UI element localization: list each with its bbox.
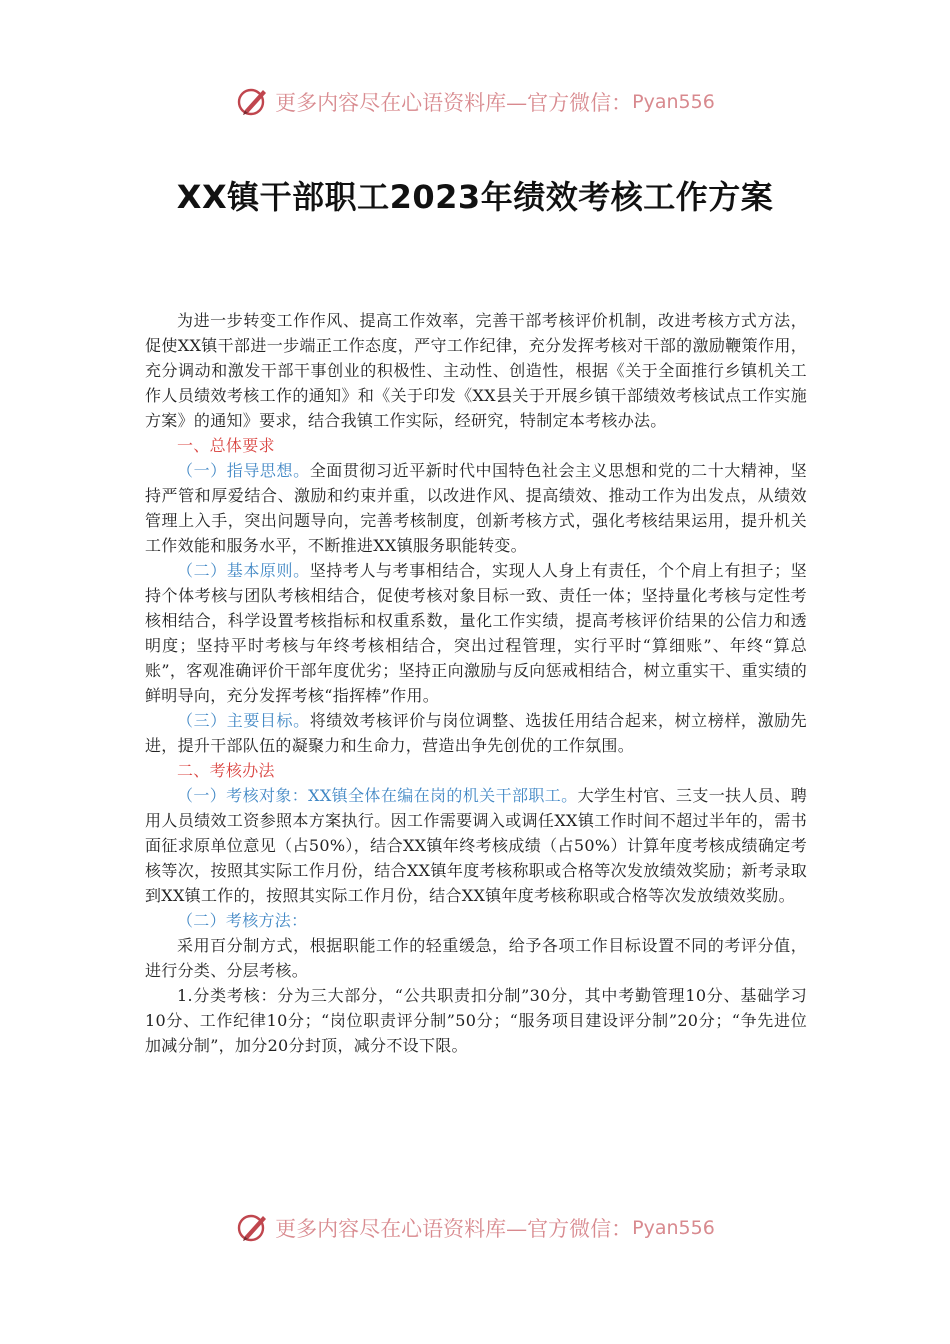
- pen-logo-icon: [235, 1210, 271, 1246]
- document-title: XX镇干部职工2023年绩效考核工作方案: [176, 178, 774, 216]
- section2-paragraph-3: 采用百分制方式，根据职能工作的轻重缓急，给予各项工作目标设置不同的考评分值，进行分类、分层考核。: [145, 936, 807, 980]
- section1-paragraph-1: [145, 458, 807, 558]
- section2-p1-text: 大学生村官、三支一扶人员、聘用人员绩效工资参照本方案执行。因工作需要调入或调任XX镇工作时间不超过半年的，需书面征求原单位意见（占50%），结合XX镇年终考核成绩（占50%）计算年度考核成绩确定考核等次，按照其实际工作月份，结合XX镇年度考核称职或合格等次发放绩效奖励；新考录取到XX镇工作的，按照其实际工作月份，结合XX镇年度考核称职或合格等次发放绩效奖励。: [145, 786, 807, 905]
- section1-paragraph-3: [145, 708, 807, 758]
- watermark-banner-top: [0, 80, 950, 124]
- section1-paragraph-2: [145, 558, 807, 708]
- banner-text: 更多内容尽在心语资料库—官方微信：: [275, 91, 633, 115]
- banner-text: 更多内容尽在心语资料库—官方微信：: [275, 1217, 633, 1241]
- pen-logo-icon: [235, 84, 271, 120]
- section2-paragraph-2: [145, 908, 807, 933]
- section1-heading: 一、总体要求: [177, 436, 275, 455]
- document-body: [145, 308, 807, 1058]
- section1-p2-label: （二）基本原则。: [177, 561, 310, 580]
- banner-wechat-id: Pyan556: [632, 1217, 715, 1239]
- section1-p2-text: 坚持考人与考事相结合，实现人人身上有责任，个个肩上有担子；坚持个体考核与团队考核相结合，促使考核对象目标一致、责任一体；坚持量化考核与定性考核相结合，科学设置考核指标和权重系数，量化工作实绩，提高考核评价结果的公信力和透明度；坚持平时考核与年终考核相结合，突出过程管理，实行平时“算细账”、年终“算总账”，客观准确评价干部年度优劣；坚持正向激励与反向惩戒相结合，树立重实干、重实绩的鲜明导向，充分发挥考核“指挥棒”作用。: [145, 561, 807, 705]
- section1-p3-label: （三）主要目标。: [177, 711, 310, 730]
- section2-paragraph-1: [145, 783, 807, 908]
- intro-paragraph: 为进一步转变工作作风、提高工作效率，完善干部考核评价机制，改进考核方式方法，促使XX镇干部进一步端正工作态度，严守工作纪律，充分发挥考核对干部的激励鞭策作用，充分调动和激发干部干事创业的积极性、主动性、创造性，根据《关于全面推行乡镇机关工作人员绩效考核工作的通知》和《关于印发《XX县关于开展乡镇干部绩效考核试点工作实施方案》的通知》要求，结合我镇工作实际，经研究，特制定本考核办法。: [145, 311, 807, 430]
- section2-paragraph-4: 1.分类考核：分为三大部分，“公共职责扣分制”30分，其中考勤管理10分、基础学习10分、工作纪律10分；“岗位职责评分制”50分；“服务项目建设评分制”20分；“争先进位加减分制”，加分20分封顶，减分不设下限。: [145, 986, 807, 1055]
- section1-p1-label: （一）指导思想。: [177, 461, 310, 480]
- section1-p3-text: 将绩效考核评价与岗位调整、选拔任用结合起来，树立榜样，激励先进，提升干部队伍的凝聚力和生命力，营造出争先创优的工作氛围。: [145, 711, 807, 755]
- section2-p1-label: （一）考核对象：XX镇全体在编在岗的机关干部职工。: [177, 786, 578, 805]
- section1-p1-text: 全面贯彻习近平新时代中国特色社会主义思想和党的二十大精神，坚持严管和厚爱结合、激励和约束并重，以改进作风、提高绩效、推动工作为出发点，从绩效管理上入手，突出问题导向，完善考核制度，创新考核方式，强化考核结果运用，提升机关工作效能和服务水平，不断推进XX镇服务职能转变。: [145, 461, 807, 555]
- section2-heading: 二、考核办法: [177, 761, 275, 780]
- banner-wechat-id: Pyan556: [632, 91, 715, 113]
- watermark-banner-bottom: [0, 1206, 950, 1250]
- section2-p2-label: （二）考核方法：: [177, 911, 308, 930]
